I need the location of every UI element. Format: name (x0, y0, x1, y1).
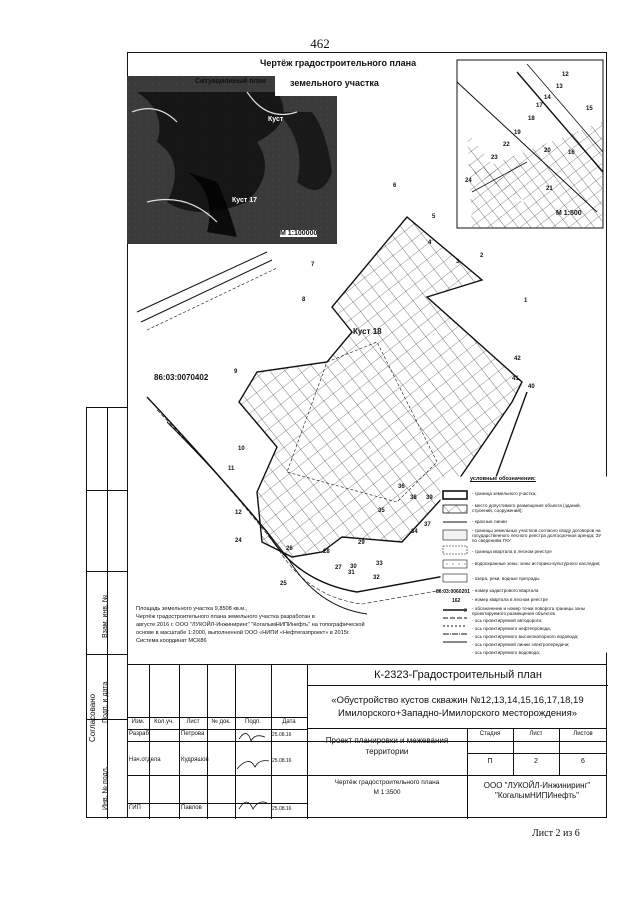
hdr-kol: Кол.уч. (154, 719, 174, 725)
row-role: Нач.отдела (129, 757, 161, 763)
inset-point: 14 (544, 95, 551, 101)
side-label-podp: Подп. и дата (102, 681, 109, 723)
hdr-izm: Изм. (131, 719, 145, 725)
plan-point: 30 (350, 564, 357, 570)
sheet-scale: М 1:3500 (373, 789, 401, 796)
plan-point: 24 (235, 538, 242, 544)
signatures (235, 729, 271, 819)
stage-val: П (487, 758, 493, 765)
legend-item: - ось проектируемого водовода; (472, 650, 541, 655)
situation-plan-label: Ситуационный план (195, 78, 267, 85)
list-hdr: Лист (529, 731, 543, 737)
inset-point: 16 (568, 150, 575, 156)
plan-point: 7 (311, 262, 315, 268)
list-val: 2 (534, 758, 538, 765)
situation-scale: М 1:100000 (280, 230, 318, 237)
legend-item: - ось проектируемой автодороги; (472, 618, 543, 623)
doc-code: К-2323-Градостроительный план (307, 665, 608, 686)
row-name: Кудряшов (181, 757, 209, 763)
kust-18-label: Куст 18 (353, 327, 382, 336)
legend-item: - граница квартала в лесном реестре (472, 549, 552, 554)
legend-cad-code: 86:03:0060201 (436, 589, 470, 595)
cadastral-block: 86:03:0070402 (154, 373, 209, 382)
plan-point: 41 (512, 376, 519, 382)
plan-point: 38 (410, 495, 417, 501)
legend-item: - ось проектируемого высоконапорного водовода; (472, 634, 579, 639)
plan-point: 37 (424, 522, 431, 528)
legend-title: условные обозначения: (470, 476, 536, 482)
legend-item: - водоохранные зоны; зоны историко-культурного наследия; (472, 561, 601, 566)
legend-forest-num: 162 (452, 598, 461, 604)
hdr-doc: № док. (211, 719, 231, 725)
notes (136, 605, 456, 645)
inset-point: 24 (465, 178, 472, 184)
hdr-date: Дата (282, 719, 296, 725)
kust-upper-label: Куст (268, 116, 284, 123)
plan-point: 10 (238, 446, 245, 452)
plan-point: 3 (456, 259, 460, 265)
plan-point: 42 (514, 356, 521, 362)
inset-point: 20 (544, 148, 551, 154)
plan-point: 8 (302, 297, 306, 303)
plan-point: 12 (235, 510, 242, 516)
row-role: Разраб. (129, 731, 151, 737)
drawing-title-1: Чертёж градостроительного плана (260, 58, 417, 68)
soglasovano-label: Согласовано (88, 693, 97, 742)
inset-point: 13 (556, 84, 563, 90)
inset-point: 18 (528, 116, 535, 122)
plan-point: 26 (286, 546, 293, 552)
plan-point: 34 (411, 529, 418, 535)
legend-item: - граница земельного участка; (472, 491, 537, 496)
plan-point: 36 (398, 484, 405, 490)
legend-point-num: 2 (464, 608, 467, 614)
kust-lower-label: Куст 17 (232, 197, 258, 204)
legend-item: - номер кадастрового квартала (472, 588, 539, 593)
side-label-vzam: Взам. инв. № (102, 594, 109, 638)
organization: ООО "ЛУКОЙЛ-Инжиниринг" "КогалымНИПИнефть" (483, 781, 591, 800)
legend-item: - место допустимого размещения объекта (зданий, строений, сооружений); (472, 503, 581, 513)
sheet-title: Чертёж градостроительного плана (334, 779, 440, 786)
row-date: 25.08.16 (272, 806, 292, 812)
note-line: августе 2016 г. ООО "ЛУКОЙЛ-Инжиниринг" "КогалымНИПИнефть" на топографической (136, 622, 365, 628)
plan-point: 28 (323, 549, 330, 555)
legend-item: - ось проектируемой линии электропередачи; (472, 642, 570, 647)
title-block (127, 664, 607, 819)
row-date: 25.08.16 (272, 758, 292, 764)
inset-scale: М 1:500 (556, 210, 582, 217)
plan-point: 1 (524, 298, 528, 304)
inset-point: 15 (586, 106, 593, 112)
plan-point: 40 (528, 384, 535, 390)
plan-point: 27 (335, 565, 342, 571)
row-role: ГИП (129, 805, 141, 811)
note-line: основе в масштабе 1:2000, выполненной ООО «НИПИ «Нефтегазпроект» в 2015г. (136, 630, 350, 636)
doc-name: Проект планировки и межевания территории (325, 736, 449, 756)
inset-point: 22 (503, 142, 510, 148)
inset-point: 21 (546, 186, 553, 192)
page-number: 462 (310, 36, 330, 51)
plan-point: 25 (280, 581, 287, 587)
legend-item: - озера, реки, водные преграды (472, 576, 540, 581)
plan-point: 39 (426, 495, 433, 501)
drawing-title-2: земельного участка (290, 78, 379, 88)
site-plan-drawing (127, 52, 607, 664)
listov-hdr: Листов (573, 731, 593, 737)
plan-point: 2 (480, 253, 484, 259)
inset-point: 17 (536, 103, 543, 109)
note-line: Система координат МСК86 (136, 638, 207, 644)
row-name: Петрова (181, 731, 205, 737)
note-line: Площадь земельного участка 9,8508 кв.м., (136, 606, 248, 612)
project-title: «Обустройство кустов скважин №12,13,14,15,16,17,18,19 Имилорского+Западно-Имилорского месторождения» (307, 685, 607, 729)
inset-point: 19 (514, 130, 521, 136)
row-name: Павлов (181, 805, 202, 811)
listov-val: 6 (581, 758, 585, 765)
legend-item: - красные линии (472, 519, 507, 524)
plan-point: 4 (428, 240, 432, 246)
stage-hdr: Стадия (479, 731, 501, 737)
row-date: 25.08.16 (272, 732, 292, 738)
legend-item: - номер квартала в лесном реестре (472, 597, 548, 602)
plan-point: 32 (373, 575, 380, 581)
legend-item: - границы земельных участков согласно своду договоров на государственного лесного реестра долгосрочная аренда; ЗУ по сведениям ГКУ (472, 528, 602, 543)
hdr-podp: Подп. (245, 719, 261, 725)
plan-point: 6 (393, 183, 397, 189)
plan-point: 35 (378, 508, 385, 514)
plan-point: 9 (234, 369, 238, 375)
plan-point: 31 (348, 570, 355, 576)
hdr-list: Лист (186, 719, 200, 725)
side-label-inv: Инв. № подл. (102, 766, 109, 810)
legend (470, 477, 605, 482)
legend-item: - обозначение и номер точки поворота границы зоны проектируемого размещения объектов (472, 606, 586, 616)
plan-point: 11 (228, 466, 235, 472)
plan-point: 5 (432, 214, 436, 220)
note-line: Чертёж градостроительного плана земельного участка разработан в (136, 614, 315, 620)
inset-point: 12 (562, 72, 569, 78)
footer-page: Лист 2 из 6 (532, 828, 580, 839)
inset-point: 23 (491, 155, 498, 161)
plan-point: 33 (376, 561, 383, 567)
legend-item: - ось проектируемого нефтепровода; (472, 626, 551, 631)
plan-point: 29 (358, 540, 365, 546)
